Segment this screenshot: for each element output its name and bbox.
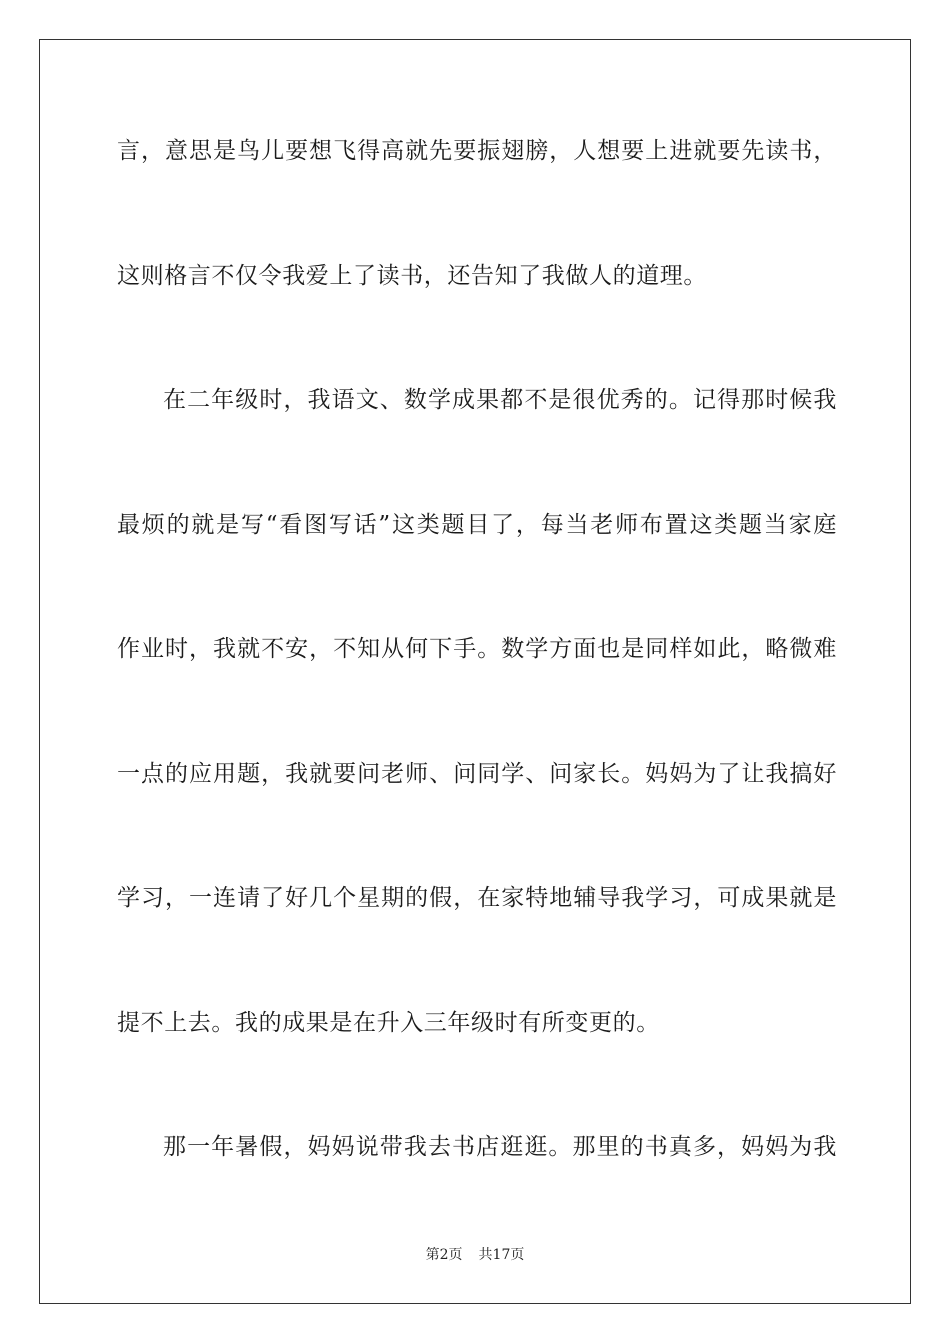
body-line-6: 一点的应用题，我就要问老师、问同学、问家长。妈妈为了让我搞好 xyxy=(117,761,837,787)
body-line-3: 在二年级时，我语文、数学成果都不是很优秀的。记得那时候我 xyxy=(163,387,837,413)
page-number: 第2页 xyxy=(425,1247,463,1263)
page-border xyxy=(39,39,911,1304)
body-line-8: 提不上去。我的成果是在升入三年级时有所变更的。 xyxy=(117,1010,660,1036)
body-line-9: 那一年暑假，妈妈说带我去书店逛逛。那里的书真多，妈妈为我 xyxy=(163,1134,837,1160)
page-total: 共17页 xyxy=(478,1247,525,1263)
body-line-2: 这则格言不仅令我爱上了读书，还告知了我做人的道理。 xyxy=(117,263,707,289)
body-line-4: 最烦的就是写“看图写话”这类题目了，每当老师布置这类题当家庭 xyxy=(117,512,837,538)
body-line-5: 作业时，我就不安，不知从何下手。数学方面也是同样如此，略微难 xyxy=(117,636,837,662)
page-footer xyxy=(0,1246,950,1264)
body-line-1: 言，意思是鸟儿要想飞得高就先要振翅膀，人想要上进就要先读书， xyxy=(117,138,837,164)
body-line-7: 学习，一连请了好几个星期的假，在家特地辅导我学习，可成果就是 xyxy=(117,885,837,911)
